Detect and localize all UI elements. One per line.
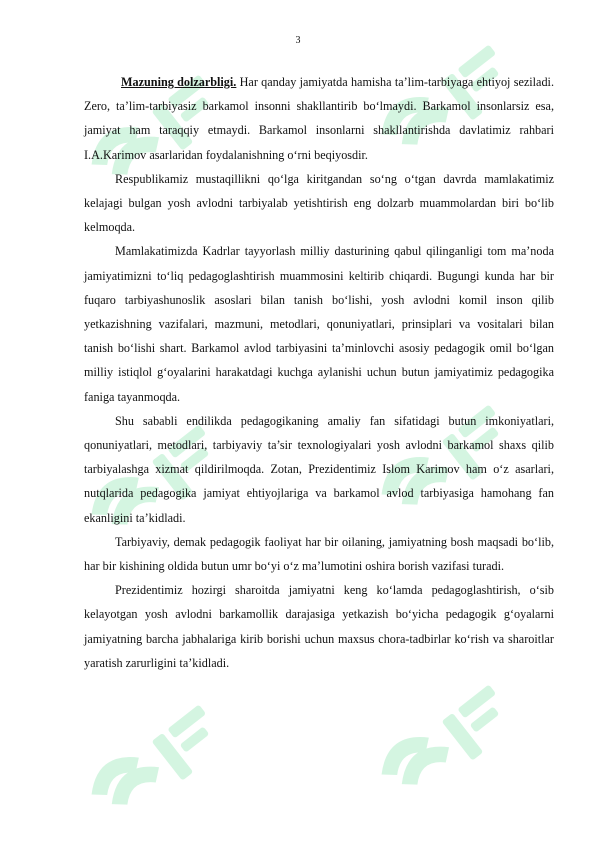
paragraph: Prezidentimiz hozirgi sharoitda jamiyatni keng ko‘lamda pedagoglashtirish, o‘sib kelayotgan yosh avlodni barkamollik darajasiga yetkazish bo‘yicha pedagogik g‘oyalarni jamiyatning barcha jabhalariga kirib borishi uchun maxsus chora-tadbirlar ko‘rish va sharoitlar yaratish zarurligini ta’kidladi. [84,583,554,670]
section-heading: Mazuning dolzarbligi. [121,75,237,89]
document-body [84,70,554,675]
paragraph [84,70,554,167]
logo-watermark-icon [70,700,270,835]
logo-watermark-icon [360,680,560,815]
paragraph: Respublikamiz mustaqillikni qo‘lga kiritgandan so‘ng o‘tgan davrda mamlakatimiz kelajagi bulgan yosh avlodni tarbiyalab yetishtirish eng dolzarb muammolardan biri bo‘lib kelmoqda. [84,171,554,235]
paragraph-text: Har qanday jamiyatda hamisha ta’lim-tarbiyaga ehtiyoj seziladi. Zero, ta’lim-tarbiyasiz barkamol insonni shakllantirib bo‘lmaydi. Barkamol insonlarsiz esa, jamiyat ham taraqqiy etmaydi. Barkamol insonlarni shakllantirishda davlatimiz rahbari I.A.Karimov asarlaridan foydalanishning o‘rni beqiyosdir. [84,75,554,162]
page-number: 3 [295,35,301,46]
paragraph: Shu sababli endilikda pedagogikaning amaliy fan sifatidagi butun imkoniyatlari, qonuniyatlari, metodlari, tarbiyaviy ta’sir texnologiyalari yosh avlodni barkamol shaxs qilib tarbiyalashga xizmat qildirilmoqda. Zotan, Prezidentimiz Islom Karimov ham o‘z asarlari, nutqlarida pedagogika jamiyat ehtiyojlariga va barkamol avlod tarbiyasiga hamohang fan ekanligini ta’kidladi. [84,413,554,525]
paragraph: Mamlakatimizda Kadrlar tayyorlash milliy dasturining qabul qilinganligi tom ma’noda jamiyatimizni to‘liq pedagoglashtirish muammosini keltirib chiqardi. Bugungi kunda har bir fuqaro tarbiyashunoslik asoslari bilan tanish bo‘lishi, yosh avlodni komil inson qilib yetkazishning vazifalari, mazmuni, metodlari, qonuniyatlari, prinsiplari va vositalari bilan tanish bo‘lishi shart. Barkamol avlod tarbiyasini ta’minlovchi asosiy pedagogik omil bo‘lgan milliy istiqlol g‘oyalarini harakatdagi kuchga aylanishi uchun butun jamiyatimiz pedagogika faniga tayanmoqda. [84,244,554,404]
paragraph: Tarbiyaviy, demak pedagogik faoliyat har bir oilaning, jamiyatning bosh maqsadi bo‘lib, har bir kishining oldida butun umr bo‘yi o‘z ma’lumotini oshira borish vazifasi turadi. [84,534,554,574]
